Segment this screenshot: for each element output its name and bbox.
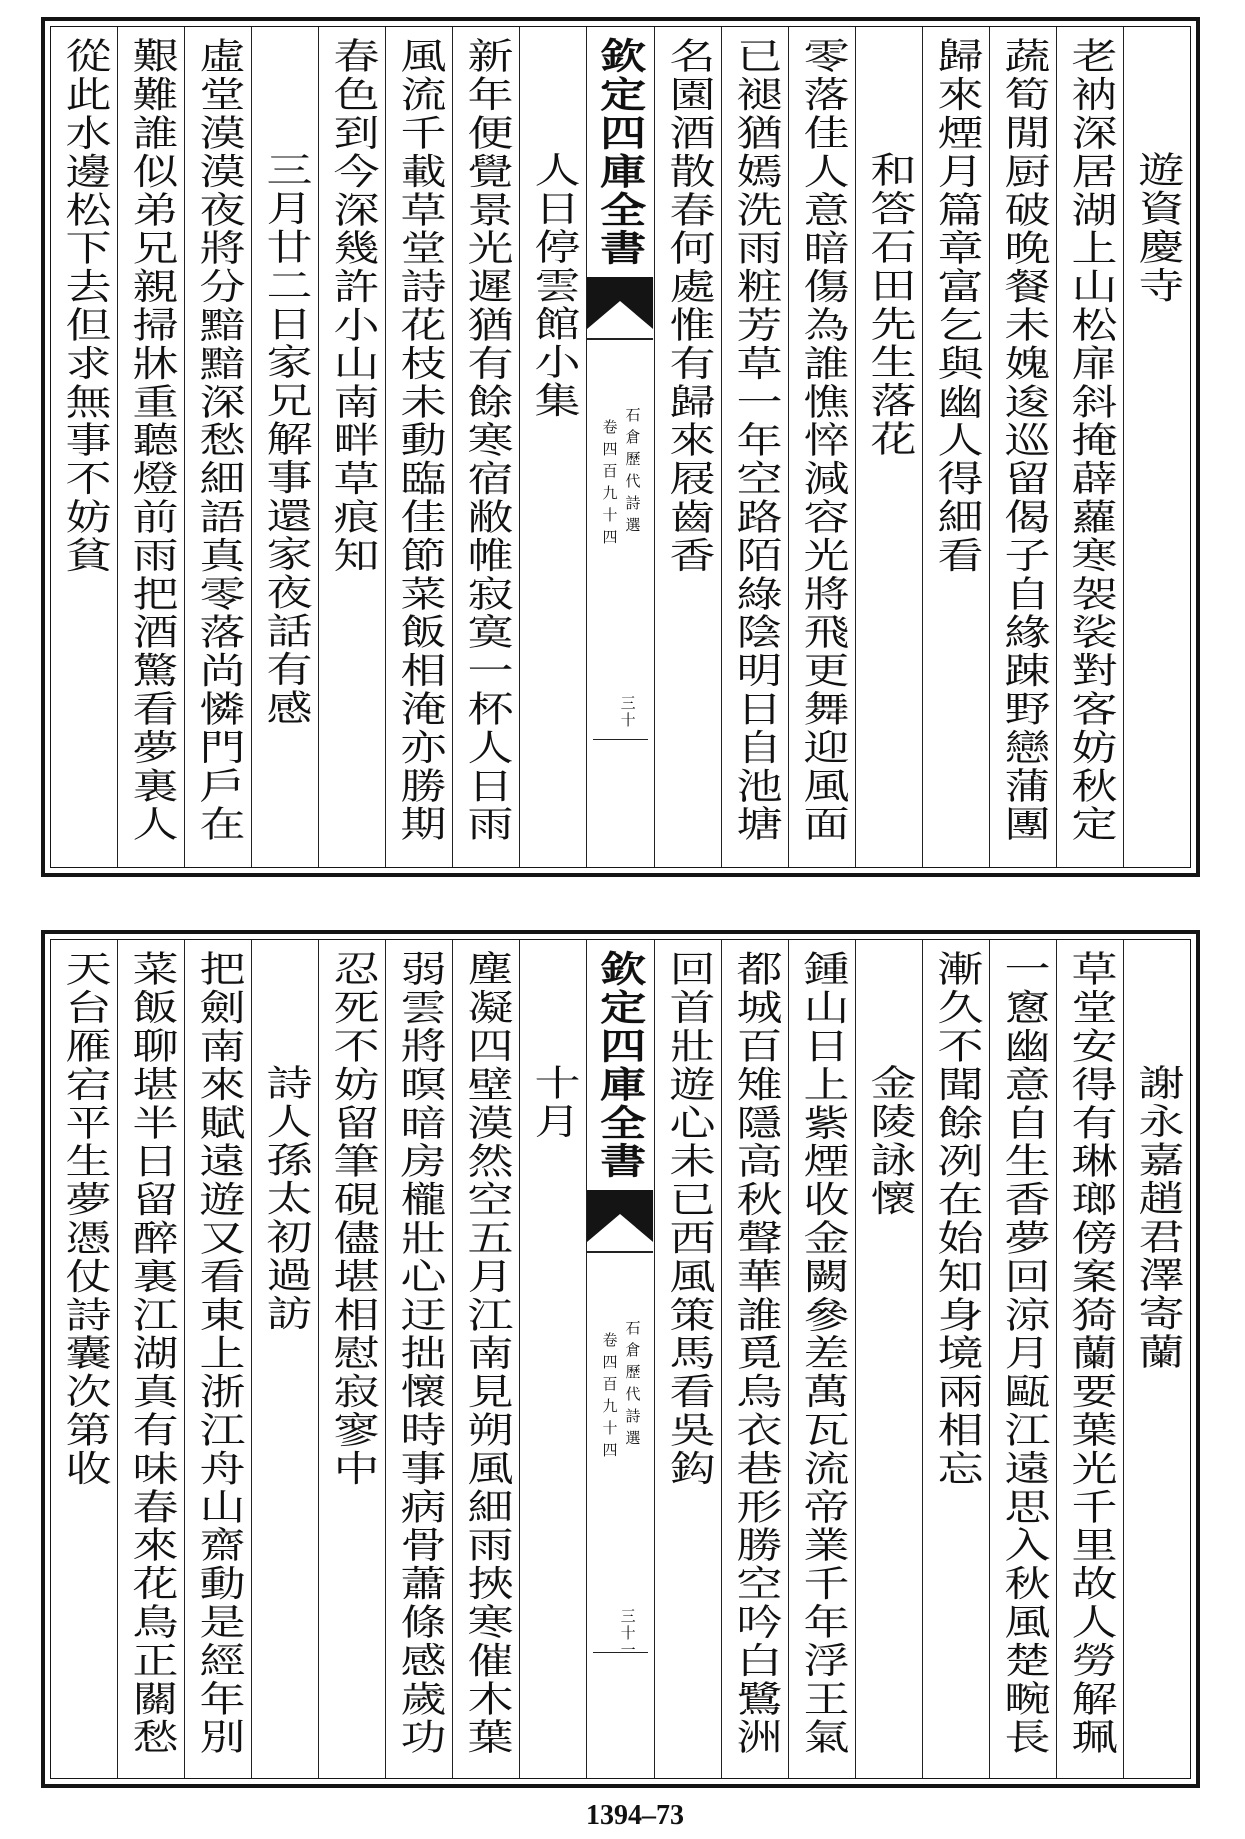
- folio-number: 三十: [618, 695, 637, 729]
- verse-column: [117, 27, 184, 867]
- center-header-title: 欽定四庫全書: [593, 37, 648, 268]
- center-book-info: [600, 1320, 642, 1464]
- verse-column: [452, 27, 519, 867]
- poem-title: 謝永嘉趙君澤寄蘭: [1131, 1064, 1184, 1372]
- inner-frame: [50, 26, 1191, 868]
- folio-rule: [593, 739, 647, 740]
- verse-line: 新年便覺景光遲猶有餘寒宿敝帷寂寞一杯人日雨: [460, 37, 514, 844]
- title-column: [519, 27, 586, 867]
- verse-column: [989, 27, 1056, 867]
- verse-line: 忍死不妨留筆硯儘堪相慰寂寥中: [326, 950, 380, 1488]
- poem-title: 三月廿二日家兄解事還家夜話有感: [259, 151, 313, 727]
- verse-column: [1056, 940, 1123, 1778]
- poem-title: 和答石田先生落花: [863, 151, 916, 459]
- verse-column: [788, 27, 855, 867]
- verse-line: 草堂安得有琳瑯傍案猗蘭要葉光千里故人勞解珮: [1064, 950, 1117, 1757]
- folio-number: 三十一: [618, 1608, 637, 1659]
- title-column: [855, 940, 922, 1778]
- title-column: [519, 940, 586, 1778]
- volume-number: 卷四百九十四: [600, 1332, 619, 1464]
- verse-column: [1056, 27, 1123, 867]
- fish-tail-ornament: [587, 277, 653, 343]
- title-column: [251, 27, 318, 867]
- verse-column: [788, 940, 855, 1778]
- verse-line: 零落佳人意暗傷為誰憔悴減容光將飛更舞迎風面: [796, 37, 849, 844]
- verse-line: 名園酒散春何處惟有歸來屐齒香: [661, 37, 715, 575]
- verse-column: [989, 940, 1056, 1778]
- verse-line: 蔬筍閒厨破晚餐未媿逡巡留偈子自緣踈野戀蒲團: [997, 37, 1050, 844]
- poem-title: 人日停雲館小集: [527, 151, 581, 420]
- poem-title: 十月: [527, 1064, 581, 1141]
- center-column: [586, 27, 653, 867]
- verse-column: [654, 940, 721, 1778]
- verse-column: [385, 27, 452, 867]
- verse-line: 已褪猶嫣洗雨粧芳草一年空路陌綠陰明日自池塘: [728, 37, 782, 844]
- fish-tail-ornament: [587, 1190, 653, 1256]
- verse-line: 回首壯遊心未已西風策馬看吳鈎: [661, 950, 715, 1488]
- poem-title: 詩人孫太初過訪: [259, 1064, 313, 1333]
- title-column: [1123, 940, 1190, 1778]
- verse-column: [184, 27, 251, 867]
- verse-column: [922, 940, 989, 1778]
- verse-column: [318, 27, 385, 867]
- verse-column: [184, 940, 251, 1778]
- poem-title: 金陵詠懷: [863, 1064, 916, 1218]
- verse-line: 艱難誰似弟兄親掃牀重聽燈前雨把酒驚看夢裏人: [125, 37, 178, 844]
- verse-column: [922, 27, 989, 867]
- volume-number: 卷四百九十四: [600, 419, 619, 551]
- title-column: [251, 940, 318, 1778]
- verse-line: 虛堂漠漠夜將分黯黯深愁細語真零落尚憐門戶在: [192, 37, 245, 844]
- verse-line: 天台雁宕平生夢憑仗詩囊次第收: [58, 950, 111, 1488]
- page-footer-number: 1394–73: [586, 1800, 684, 1831]
- center-book-info: [600, 407, 642, 551]
- verse-column: [385, 940, 452, 1778]
- verse-column: [51, 27, 117, 867]
- folio-rule: [593, 1652, 647, 1653]
- verse-line: 從此水邊松下去但求無事不妨貧: [58, 37, 111, 575]
- verse-line: 塵凝四壁漠然空五月江南見朔風細雨挾寒催木葉: [460, 950, 514, 1757]
- verse-line: 菜飯聊堪半日留醉裏江湖真有味春來花鳥正關愁: [125, 950, 178, 1757]
- verse-line: 一窻幽意自生香夢回涼月甌江遠思入秋風楚畹長: [997, 950, 1050, 1757]
- page-panel-upper: [41, 17, 1200, 877]
- page-panel-lower: [41, 930, 1200, 1788]
- verse-line: 漸久不聞餘冽在始知身境兩相忘: [930, 950, 983, 1488]
- verse-line: 把劍南來賦遠遊又看東上浙江舟山齋動是經年別: [192, 950, 245, 1757]
- verse-line: 都城百雉隱高秋聲華誰覓烏衣巷形勝空吟白鷺洲: [728, 950, 782, 1757]
- verse-line: 春色到今深幾許小山南畔草痕知: [326, 37, 380, 575]
- verse-column: [721, 940, 788, 1778]
- verse-column: [654, 27, 721, 867]
- verse-column: [51, 940, 117, 1778]
- verse-column: [452, 940, 519, 1778]
- title-column: [1123, 27, 1190, 867]
- verse-line: 弱雲將暝暗房櫳壯心迂拙懷時事病骨蕭條感歲功: [393, 950, 447, 1757]
- title-column: [855, 27, 922, 867]
- center-header-title: 欽定四庫全書: [593, 950, 648, 1181]
- poem-title: 遊資慶寺: [1131, 151, 1184, 305]
- verse-line: 風流千載草堂詩花枝未動臨佳節菜飯相淹亦勝期: [393, 37, 447, 844]
- verse-line: 鍾山日上紫煙收金闕參差萬瓦流帝業千年浮王氣: [796, 950, 849, 1757]
- verse-column: [318, 940, 385, 1778]
- inner-frame: [50, 939, 1191, 1779]
- verse-line: 歸來煙月篇章富乞與幽人得細看: [930, 37, 983, 575]
- book-title: 石倉歷代詩選: [623, 407, 642, 539]
- verse-line: 老衲深居湖上山松扉斜掩薜蘿寒袈裟對客妨秋定: [1064, 37, 1117, 844]
- center-column: [586, 940, 653, 1778]
- verse-column: [117, 940, 184, 1778]
- verse-column: [721, 27, 788, 867]
- book-title: 石倉歷代詩選: [623, 1320, 642, 1452]
